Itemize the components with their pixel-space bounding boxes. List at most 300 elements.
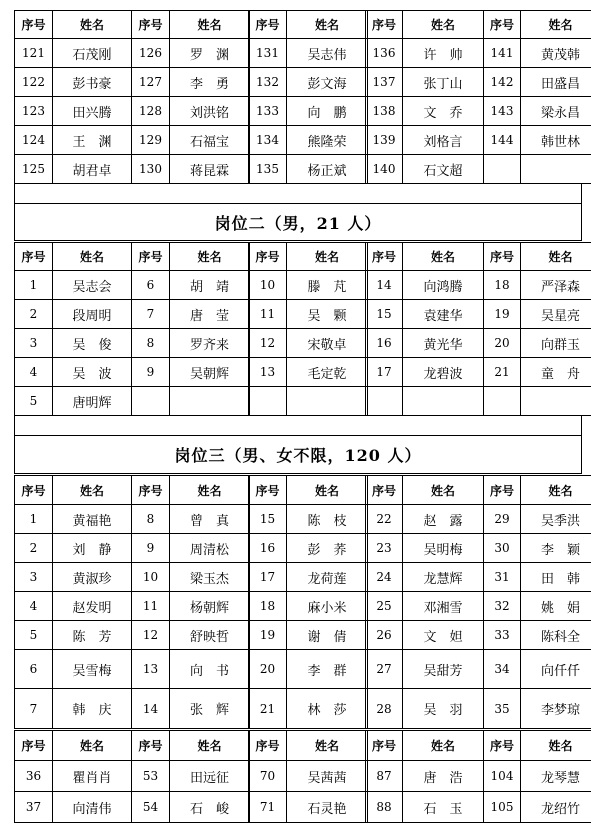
header-name: 姓名 <box>548 739 573 753</box>
block-cell-group <box>131 386 250 416</box>
block-cell-group <box>131 328 250 358</box>
seq-number: 130 <box>132 155 170 183</box>
block-cell-group <box>248 38 368 68</box>
block-cell-group <box>365 533 484 563</box>
header-number: 序号 <box>249 476 287 504</box>
person-name: 杨朝辉 <box>189 600 229 616</box>
block-cell-group <box>483 38 591 68</box>
person-name: 向清伟 <box>72 801 112 817</box>
block-cell-group <box>365 125 484 155</box>
person-name: 李 颖 <box>540 542 580 558</box>
section-title: 岗位三（男、女不限，120 人） <box>14 436 582 474</box>
person-name: 张 辉 <box>189 703 229 718</box>
block-cell-group <box>365 688 484 729</box>
person-name: 吴朝辉 <box>189 366 229 382</box>
table-row <box>14 329 582 358</box>
seq-number: 70 <box>249 761 287 791</box>
block-cell-group <box>14 154 132 184</box>
seq-number: 122 <box>15 68 53 96</box>
seq-number: 123 <box>15 97 53 125</box>
table-row <box>14 39 582 68</box>
person-name: 龙碧波 <box>423 366 463 382</box>
seq-number <box>484 387 521 415</box>
person-name: 吴志伟 <box>307 47 347 63</box>
person-name: 吴明梅 <box>423 542 463 558</box>
person-name: 滕 芃 <box>307 279 347 295</box>
header-number: 序号 <box>249 731 287 760</box>
person-name: 龙慧辉 <box>423 571 463 587</box>
seq-number: 21 <box>249 689 287 728</box>
seq-number: 28 <box>366 689 403 728</box>
block-cell-group <box>14 270 132 300</box>
person-name: 陈 芳 <box>72 629 112 645</box>
block-cell-group <box>365 386 484 416</box>
block-cell-group <box>483 730 591 761</box>
block-cell-group <box>248 533 368 563</box>
seq-number: 131 <box>249 39 287 67</box>
seq-number: 133 <box>249 97 287 125</box>
table-row <box>14 761 582 792</box>
table-row <box>14 534 582 563</box>
seq-number: 10 <box>132 563 170 591</box>
person-name: 严泽森 <box>540 279 580 295</box>
seq-number: 136 <box>366 39 403 67</box>
block-cell-group <box>365 10 484 39</box>
header-number: 序号 <box>366 11 403 38</box>
person-name: 向群玉 <box>540 337 580 353</box>
seq-number: 14 <box>132 689 170 728</box>
header-name: 姓名 <box>79 250 104 264</box>
section-title: 岗位二（男，21 人） <box>14 204 582 241</box>
seq-number: 3 <box>15 563 53 591</box>
seq-number <box>366 387 403 415</box>
person-name: 文 妲 <box>423 629 463 645</box>
seq-number: 88 <box>366 792 403 822</box>
person-name: 陈 枝 <box>307 513 347 529</box>
block-cell-group <box>131 649 250 689</box>
person-name: 张丁山 <box>423 76 463 92</box>
table-row <box>14 387 582 416</box>
seq-number: 3 <box>15 329 53 357</box>
block-cell-group <box>483 591 591 621</box>
seq-number: 13 <box>249 358 287 386</box>
person-name: 吴雪梅 <box>72 663 112 679</box>
table-row <box>14 126 582 155</box>
block-cell-group <box>131 242 250 271</box>
block-cell-group <box>248 67 368 97</box>
table-row <box>14 792 582 823</box>
seq-number: 127 <box>132 68 170 96</box>
block-cell-group <box>248 125 368 155</box>
block-cell-group <box>14 730 132 761</box>
header-name: 姓名 <box>197 483 222 498</box>
seq-number: 22 <box>366 505 403 533</box>
person-name: 刘洪铭 <box>189 105 229 121</box>
header-name: 姓名 <box>79 483 104 498</box>
seq-number: 15 <box>366 300 403 328</box>
person-name: 许 帅 <box>423 47 463 63</box>
block-cell-group <box>365 791 484 823</box>
table-row <box>14 271 582 300</box>
seq-number: 18 <box>484 271 521 299</box>
seq-number: 31 <box>484 563 521 591</box>
header-number: 序号 <box>484 476 521 504</box>
block-cell-group <box>365 357 484 387</box>
person-name: 唐 莹 <box>189 308 229 324</box>
seq-number: 7 <box>132 300 170 328</box>
block-cell-group <box>483 242 591 271</box>
seq-number: 139 <box>366 126 403 154</box>
header-row <box>14 10 582 38</box>
seq-number: 37 <box>15 792 53 822</box>
person-name: 曾 真 <box>189 513 229 529</box>
block-cell-group <box>365 504 484 534</box>
seq-number: 9 <box>132 358 170 386</box>
person-name: 罗齐来 <box>189 337 229 353</box>
header-number: 序号 <box>366 731 403 760</box>
seq-number: 105 <box>484 792 521 822</box>
block-cell-group <box>14 242 132 271</box>
block-cell-group <box>14 760 132 792</box>
table-row <box>14 621 582 650</box>
seq-number <box>132 387 170 415</box>
seq-number <box>484 155 521 183</box>
header-row <box>14 475 582 504</box>
seq-number: 71 <box>249 792 287 822</box>
person-name: 宋敬卓 <box>307 337 347 353</box>
person-name: 王 渊 <box>72 134 112 150</box>
seq-number: 12 <box>132 621 170 649</box>
header-number: 序号 <box>249 243 287 270</box>
header-number: 序号 <box>15 476 53 504</box>
person-name: 向 书 <box>189 663 229 679</box>
seq-number: 16 <box>249 534 287 562</box>
person-name: 向 鹏 <box>307 105 347 121</box>
header-number: 序号 <box>132 731 170 760</box>
seq-number: 137 <box>366 68 403 96</box>
person-name: 向仟仟 <box>540 663 580 679</box>
block-cell-group <box>14 688 132 729</box>
seq-number: 16 <box>366 329 403 357</box>
seq-number: 141 <box>484 39 521 67</box>
block-cell-group <box>483 270 591 300</box>
header-name: 姓名 <box>548 483 573 498</box>
person-name: 吴茜茜 <box>307 770 347 786</box>
block-cell-group <box>248 475 368 505</box>
seq-number: 19 <box>249 621 287 649</box>
block-cell-group <box>14 299 132 329</box>
seq-number: 27 <box>366 650 403 688</box>
person-name: 吴季洪 <box>540 513 580 529</box>
person-name: 田远征 <box>189 770 229 786</box>
block-cell-group <box>483 10 591 39</box>
person-name: 毛定乾 <box>307 366 347 382</box>
seq-number: 2 <box>15 534 53 562</box>
seq-number: 21 <box>484 358 521 386</box>
person-name: 吴 羽 <box>423 703 463 718</box>
seq-number: 34 <box>484 650 521 688</box>
seq-number: 1 <box>15 505 53 533</box>
header-name: 姓名 <box>548 250 573 264</box>
header-name: 姓名 <box>314 483 339 498</box>
block-cell-group <box>131 67 250 97</box>
block-cell-group <box>483 791 591 823</box>
block-cell-group <box>14 96 132 126</box>
person-name: 谢 倩 <box>307 629 347 645</box>
seq-number: 11 <box>132 592 170 620</box>
person-name: 韩世林 <box>540 134 580 150</box>
block-cell-group <box>131 504 250 534</box>
seq-number: 140 <box>366 155 403 183</box>
seq-number: 15 <box>249 505 287 533</box>
person-name: 吴星亮 <box>540 308 580 324</box>
block-cell-group <box>365 96 484 126</box>
person-name: 刘格言 <box>423 134 463 150</box>
table-row <box>14 68 582 97</box>
person-name: 邓湘雪 <box>423 600 463 616</box>
block-cell-group <box>483 357 591 387</box>
seq-number: 9 <box>132 534 170 562</box>
person-name: 石灵艳 <box>307 801 347 817</box>
block-cell-group <box>14 562 132 592</box>
block-cell-group <box>365 328 484 358</box>
seq-number: 135 <box>249 155 287 183</box>
seq-number: 5 <box>15 621 53 649</box>
person-name: 姚 娟 <box>540 600 580 616</box>
block-cell-group <box>14 504 132 534</box>
block-cell-group <box>14 533 132 563</box>
seq-number: 35 <box>484 689 521 728</box>
seq-number: 20 <box>249 650 287 688</box>
person-name: 黄福艳 <box>72 513 112 529</box>
person-name: 黄茂韩 <box>540 47 580 63</box>
block-cell-group <box>131 730 250 761</box>
seq-number: 125 <box>15 155 53 183</box>
block-cell-group <box>483 154 591 184</box>
person-name: 罗 渊 <box>189 47 229 63</box>
block-cell-group <box>483 504 591 534</box>
person-name: 文 乔 <box>423 105 463 121</box>
header-name: 姓名 <box>79 18 104 32</box>
block-cell-group <box>131 791 250 823</box>
block-cell-group <box>131 620 250 650</box>
person-name: 瞿肖肖 <box>72 770 112 786</box>
block-cell-group <box>131 10 250 39</box>
seq-number: 23 <box>366 534 403 562</box>
header-number: 序号 <box>366 243 403 270</box>
block-cell-group <box>248 299 368 329</box>
person-name: 彭书豪 <box>72 76 112 92</box>
seq-number: 4 <box>15 592 53 620</box>
seq-number: 32 <box>484 592 521 620</box>
block-cell-group <box>14 10 132 39</box>
block-cell-group <box>14 328 132 358</box>
seq-number: 30 <box>484 534 521 562</box>
person-name: 田兴腾 <box>72 105 112 121</box>
person-name: 石 峻 <box>189 801 229 817</box>
person-name: 陈科全 <box>540 629 580 645</box>
header-name: 姓名 <box>430 250 455 264</box>
header-row <box>14 242 582 270</box>
block-cell-group <box>131 270 250 300</box>
block-cell-group <box>14 38 132 68</box>
header-number: 序号 <box>15 731 53 760</box>
block-cell-group <box>483 67 591 97</box>
header-name: 姓名 <box>314 739 339 753</box>
seq-number: 8 <box>132 505 170 533</box>
person-name <box>287 387 367 415</box>
header-name: 姓名 <box>430 18 455 32</box>
person-name: 袁建华 <box>423 308 463 324</box>
person-name: 田盛昌 <box>540 76 580 92</box>
seq-number: 8 <box>132 329 170 357</box>
block-cell-group <box>365 38 484 68</box>
person-name: 石福宝 <box>189 134 229 150</box>
person-name <box>521 155 591 183</box>
person-name: 韩 庆 <box>72 703 112 718</box>
seq-number: 7 <box>15 689 53 728</box>
header-name: 姓名 <box>314 250 339 264</box>
header-number: 序号 <box>132 11 170 38</box>
seq-number: 24 <box>366 563 403 591</box>
block-cell-group <box>248 270 368 300</box>
seq-number: 29 <box>484 505 521 533</box>
seq-number: 126 <box>132 39 170 67</box>
seq-number: 142 <box>484 68 521 96</box>
seq-number: 144 <box>484 126 521 154</box>
block-cell-group <box>248 242 368 271</box>
person-name: 龙绍竹 <box>540 801 580 817</box>
block-cell-group <box>14 67 132 97</box>
block-cell-group <box>14 386 132 416</box>
table-row <box>14 650 582 689</box>
block-cell-group <box>365 591 484 621</box>
person-name: 段周明 <box>72 308 112 324</box>
person-name: 林 莎 <box>307 703 347 718</box>
table-row <box>14 563 582 592</box>
spacer-band <box>14 184 582 204</box>
person-name: 吴 颗 <box>307 308 347 324</box>
person-name: 杨正斌 <box>307 163 347 179</box>
block-cell-group <box>131 688 250 729</box>
seq-number: 14 <box>366 271 403 299</box>
block-cell-group <box>248 620 368 650</box>
seq-number: 4 <box>15 358 53 386</box>
block-cell-group <box>14 791 132 823</box>
block-cell-group <box>248 154 368 184</box>
person-name: 舒映哲 <box>189 629 229 645</box>
block-cell-group <box>483 688 591 729</box>
seq-number: 138 <box>366 97 403 125</box>
table-row <box>14 97 582 126</box>
seq-number: 6 <box>15 650 53 688</box>
person-name: 赵 露 <box>423 513 463 529</box>
block-cell-group <box>248 10 368 39</box>
header-number: 序号 <box>249 11 287 38</box>
block-cell-group <box>483 649 591 689</box>
block-cell-group <box>131 125 250 155</box>
block-cell-group <box>248 386 368 416</box>
block-cell-group <box>248 562 368 592</box>
seq-number: 25 <box>366 592 403 620</box>
block-cell-group <box>14 357 132 387</box>
person-name: 黄光华 <box>423 337 463 353</box>
header-number: 序号 <box>15 11 53 38</box>
seq-number: 104 <box>484 761 521 791</box>
seq-number: 87 <box>366 761 403 791</box>
block-cell-group <box>248 760 368 792</box>
block-cell-group <box>131 299 250 329</box>
person-name: 彭文海 <box>307 76 347 92</box>
seq-number <box>249 387 287 415</box>
seq-number: 53 <box>132 761 170 791</box>
person-name: 吴志会 <box>72 279 112 295</box>
header-number: 序号 <box>366 476 403 504</box>
header-name: 姓名 <box>548 18 573 32</box>
header-name: 姓名 <box>197 18 222 32</box>
person-name: 唐 浩 <box>423 770 463 786</box>
table-row <box>14 592 582 621</box>
block-cell-group <box>248 649 368 689</box>
block-cell-group <box>14 125 132 155</box>
block-cell-group <box>365 270 484 300</box>
person-name: 唐明辉 <box>72 395 112 411</box>
block-cell-group <box>483 760 591 792</box>
person-name <box>170 387 249 415</box>
block-cell-group <box>483 125 591 155</box>
table-row <box>14 155 582 184</box>
table-row <box>14 505 582 534</box>
block-cell-group <box>483 475 591 505</box>
block-cell-group <box>248 730 368 761</box>
header-number: 序号 <box>484 11 521 38</box>
block-cell-group <box>131 533 250 563</box>
person-name: 吴甜芳 <box>423 663 463 679</box>
seq-number: 134 <box>249 126 287 154</box>
seq-number: 36 <box>15 761 53 791</box>
block-cell-group <box>365 562 484 592</box>
seq-number: 1 <box>15 271 53 299</box>
block-cell-group <box>248 591 368 621</box>
person-name: 石 玉 <box>423 801 463 817</box>
seq-number: 132 <box>249 68 287 96</box>
seq-number: 143 <box>484 97 521 125</box>
header-number: 序号 <box>484 243 521 270</box>
seq-number: 18 <box>249 592 287 620</box>
block-cell-group <box>483 386 591 416</box>
seq-number: 124 <box>15 126 53 154</box>
block-cell-group <box>365 760 484 792</box>
block-cell-group <box>248 328 368 358</box>
seq-number: 33 <box>484 621 521 649</box>
block-cell-group <box>365 299 484 329</box>
block-cell-group <box>248 504 368 534</box>
block-cell-group <box>14 475 132 505</box>
header-number: 序号 <box>132 243 170 270</box>
seq-number: 121 <box>15 39 53 67</box>
seq-number: 128 <box>132 97 170 125</box>
header-number: 序号 <box>484 731 521 760</box>
person-name: 黄淑珍 <box>72 571 112 587</box>
person-name: 麻小米 <box>307 600 347 616</box>
block-cell-group <box>131 38 250 68</box>
person-name: 龙琴慧 <box>540 770 580 786</box>
block-cell-group <box>131 154 250 184</box>
person-name: 吴 波 <box>72 366 112 382</box>
person-name: 向鸿腾 <box>423 279 463 295</box>
seq-number: 17 <box>249 563 287 591</box>
block-cell-group <box>131 357 250 387</box>
